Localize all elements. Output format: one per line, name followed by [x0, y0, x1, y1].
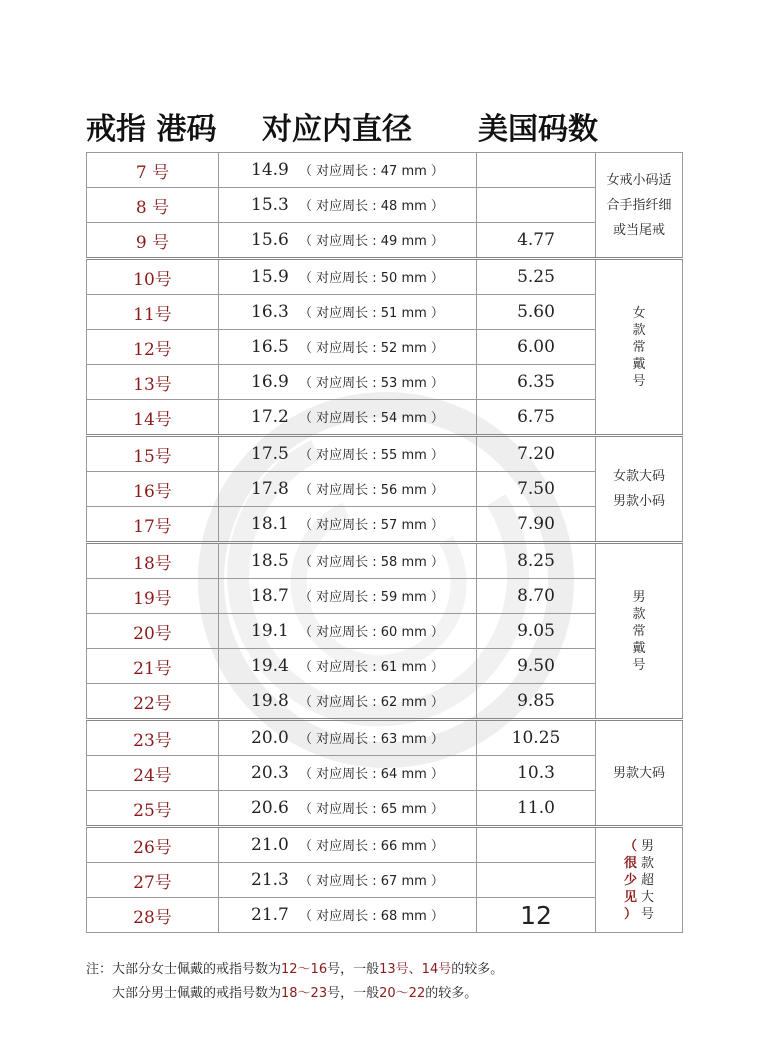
table-row — [87, 579, 683, 614]
circumference-label: （ 对应周长 : 60 mm ） — [299, 625, 444, 640]
hk-size: 18号 — [87, 543, 219, 579]
diameter-cell — [219, 720, 477, 756]
circumference-label: （ 对应周长 : 58 mm ） — [299, 555, 444, 570]
note-group-4: 男 款 常 戴 号 — [596, 543, 683, 720]
diameter-value: 17.5 — [251, 444, 289, 464]
diameter-value: 18.5 — [251, 551, 289, 571]
us-size: 10.3 — [477, 756, 596, 791]
us-size: 6.75 — [477, 400, 596, 436]
diameter-value: 18.7 — [251, 586, 289, 606]
circumference-label: （ 对应周长 : 47 mm ） — [299, 164, 444, 179]
diameter-value: 20.0 — [251, 728, 289, 748]
us-size: 7.50 — [477, 472, 596, 507]
circumference-label: （ 对应周长 : 61 mm ） — [299, 660, 444, 675]
us-size — [477, 863, 596, 898]
hk-size: 19号 — [87, 579, 219, 614]
hk-size: 23号 — [87, 720, 219, 756]
note-rare-label: （ 很 少 见 ） — [623, 838, 637, 922]
table-row — [87, 649, 683, 684]
hk-size: 25号 — [87, 791, 219, 827]
hk-size: 10号 — [87, 259, 219, 295]
table-row — [87, 791, 683, 827]
diameter-value: 16.3 — [251, 302, 289, 322]
diameter-cell — [219, 295, 477, 330]
us-size: 8.70 — [477, 579, 596, 614]
us-size: 12 — [477, 898, 596, 933]
circumference-label: （ 对应周长 : 63 mm ） — [299, 732, 444, 747]
header-ring-hk-size: 戒指 港码 — [86, 112, 217, 147]
diameter-value: 17.8 — [251, 479, 289, 499]
table-row — [87, 614, 683, 649]
circumference-label: （ 对应周长 : 57 mm ） — [299, 518, 444, 533]
us-size: 10.25 — [477, 720, 596, 756]
hk-size: 7 号 — [87, 153, 219, 188]
table-row — [87, 330, 683, 365]
us-size: 9.85 — [477, 684, 596, 720]
us-size: 8.25 — [477, 543, 596, 579]
hk-size: 27号 — [87, 863, 219, 898]
table-header — [0, 104, 780, 147]
diameter-value: 15.3 — [251, 195, 289, 215]
hk-size: 22号 — [87, 684, 219, 720]
note-xl-label: 男 款 超 大 号 — [641, 838, 655, 922]
us-size — [477, 188, 596, 223]
footer-notes — [86, 958, 503, 1006]
note-group-1: 女戒小码适 合手指纤细 或当尾戒 — [596, 153, 683, 259]
us-size: 11.0 — [477, 791, 596, 827]
table-row — [87, 153, 683, 188]
circumference-label: （ 对应周长 : 59 mm ） — [299, 590, 444, 605]
diameter-value: 18.1 — [251, 514, 289, 534]
circumference-label: （ 对应周长 : 54 mm ） — [299, 411, 444, 426]
diameter-cell — [219, 827, 477, 863]
hk-size: 13号 — [87, 365, 219, 400]
header-inner-diameter: 对应内直径 — [262, 112, 412, 147]
diameter-value: 19.4 — [251, 656, 289, 676]
footer-line-men: 大部分男士佩戴的戒指号数为18～23号，一般20～22的较多。 — [112, 986, 478, 1001]
us-size: 7.20 — [477, 436, 596, 472]
header-us-size: 美国码数 — [478, 112, 598, 147]
diameter-value: 21.0 — [251, 835, 289, 855]
diameter-cell — [219, 223, 477, 259]
table-row — [87, 507, 683, 543]
diameter-cell — [219, 472, 477, 507]
note-group-6 — [596, 827, 683, 933]
diameter-cell — [219, 791, 477, 827]
hk-size: 21号 — [87, 649, 219, 684]
note-group-3: 女款大码 男款小码 — [596, 436, 683, 543]
diameter-value: 21.3 — [251, 870, 289, 890]
table-row — [87, 898, 683, 933]
circumference-label: （ 对应周长 : 51 mm ） — [299, 306, 444, 321]
us-size: 6.00 — [477, 330, 596, 365]
circumference-label: （ 对应周长 : 62 mm ） — [299, 695, 444, 710]
diameter-cell — [219, 543, 477, 579]
diameter-cell — [219, 507, 477, 543]
table-row — [87, 295, 683, 330]
circumference-label: （ 对应周长 : 55 mm ） — [299, 448, 444, 463]
hk-size: 9 号 — [87, 223, 219, 259]
diameter-cell — [219, 756, 477, 791]
diameter-cell — [219, 863, 477, 898]
table-row — [87, 827, 683, 863]
table-row — [87, 400, 683, 436]
us-size — [477, 153, 596, 188]
circumference-label: （ 对应周长 : 53 mm ） — [299, 376, 444, 391]
table-row — [87, 720, 683, 756]
hk-size: 11号 — [87, 295, 219, 330]
table-row — [87, 365, 683, 400]
us-size: 7.90 — [477, 507, 596, 543]
hk-size: 17号 — [87, 507, 219, 543]
table-row — [87, 472, 683, 507]
diameter-value: 19.1 — [251, 621, 289, 641]
diameter-cell — [219, 188, 477, 223]
diameter-cell — [219, 614, 477, 649]
table-row — [87, 543, 683, 579]
us-size: 9.05 — [477, 614, 596, 649]
diameter-cell — [219, 259, 477, 295]
us-size: 6.35 — [477, 365, 596, 400]
footer-line-women: 注：大部分女士佩戴的戒指号数为12～16号，一般13号、14号的较多。 — [86, 962, 504, 977]
diameter-value: 20.6 — [251, 798, 289, 818]
circumference-label: （ 对应周长 : 67 mm ） — [299, 874, 444, 889]
table-row — [87, 223, 683, 259]
diameter-cell — [219, 898, 477, 933]
hk-size: 8 号 — [87, 188, 219, 223]
diameter-value: 16.9 — [251, 372, 289, 392]
diameter-cell — [219, 684, 477, 720]
table-row — [87, 188, 683, 223]
diameter-value: 17.2 — [251, 407, 289, 427]
us-size: 5.60 — [477, 295, 596, 330]
hk-size: 15号 — [87, 436, 219, 472]
diameter-cell — [219, 579, 477, 614]
hk-size: 20号 — [87, 614, 219, 649]
hk-size: 14号 — [87, 400, 219, 436]
hk-size: 24号 — [87, 756, 219, 791]
hk-size: 12号 — [87, 330, 219, 365]
diameter-value: 16.5 — [251, 337, 289, 357]
diameter-value: 21.7 — [251, 905, 289, 925]
diameter-cell — [219, 649, 477, 684]
note-group-5: 男款大码 — [596, 720, 683, 827]
hk-size: 16号 — [87, 472, 219, 507]
circumference-label: （ 对应周长 : 52 mm ） — [299, 341, 444, 356]
diameter-value: 15.6 — [251, 230, 289, 250]
circumference-label: （ 对应周长 : 49 mm ） — [299, 234, 444, 249]
diameter-cell — [219, 400, 477, 436]
table-row — [87, 684, 683, 720]
circumference-label: （ 对应周长 : 48 mm ） — [299, 199, 444, 214]
note-group-2: 女 款 常 戴 号 — [596, 259, 683, 436]
diameter-value: 15.9 — [251, 267, 289, 287]
diameter-cell — [219, 436, 477, 472]
diameter-value: 20.3 — [251, 763, 289, 783]
hk-size: 28号 — [87, 898, 219, 933]
us-size: 4.77 — [477, 223, 596, 259]
us-size: 9.50 — [477, 649, 596, 684]
diameter-value: 19.8 — [251, 691, 289, 711]
ring-size-table — [86, 152, 683, 933]
diameter-cell — [219, 365, 477, 400]
circumference-label: （ 对应周长 : 56 mm ） — [299, 483, 444, 498]
table-row — [87, 863, 683, 898]
diameter-cell — [219, 330, 477, 365]
table-row — [87, 756, 683, 791]
us-size: 5.25 — [477, 259, 596, 295]
us-size — [477, 827, 596, 863]
circumference-label: （ 对应周长 : 65 mm ） — [299, 802, 444, 817]
hk-size: 26号 — [87, 827, 219, 863]
table-row — [87, 259, 683, 295]
circumference-label: （ 对应周长 : 50 mm ） — [299, 271, 444, 286]
circumference-label: （ 对应周长 : 64 mm ） — [299, 767, 444, 782]
table-row — [87, 436, 683, 472]
diameter-cell — [219, 153, 477, 188]
circumference-label: （ 对应周长 : 66 mm ） — [299, 839, 444, 854]
circumference-label: （ 对应周长 : 68 mm ） — [299, 909, 444, 924]
diameter-value: 14.9 — [251, 160, 289, 180]
